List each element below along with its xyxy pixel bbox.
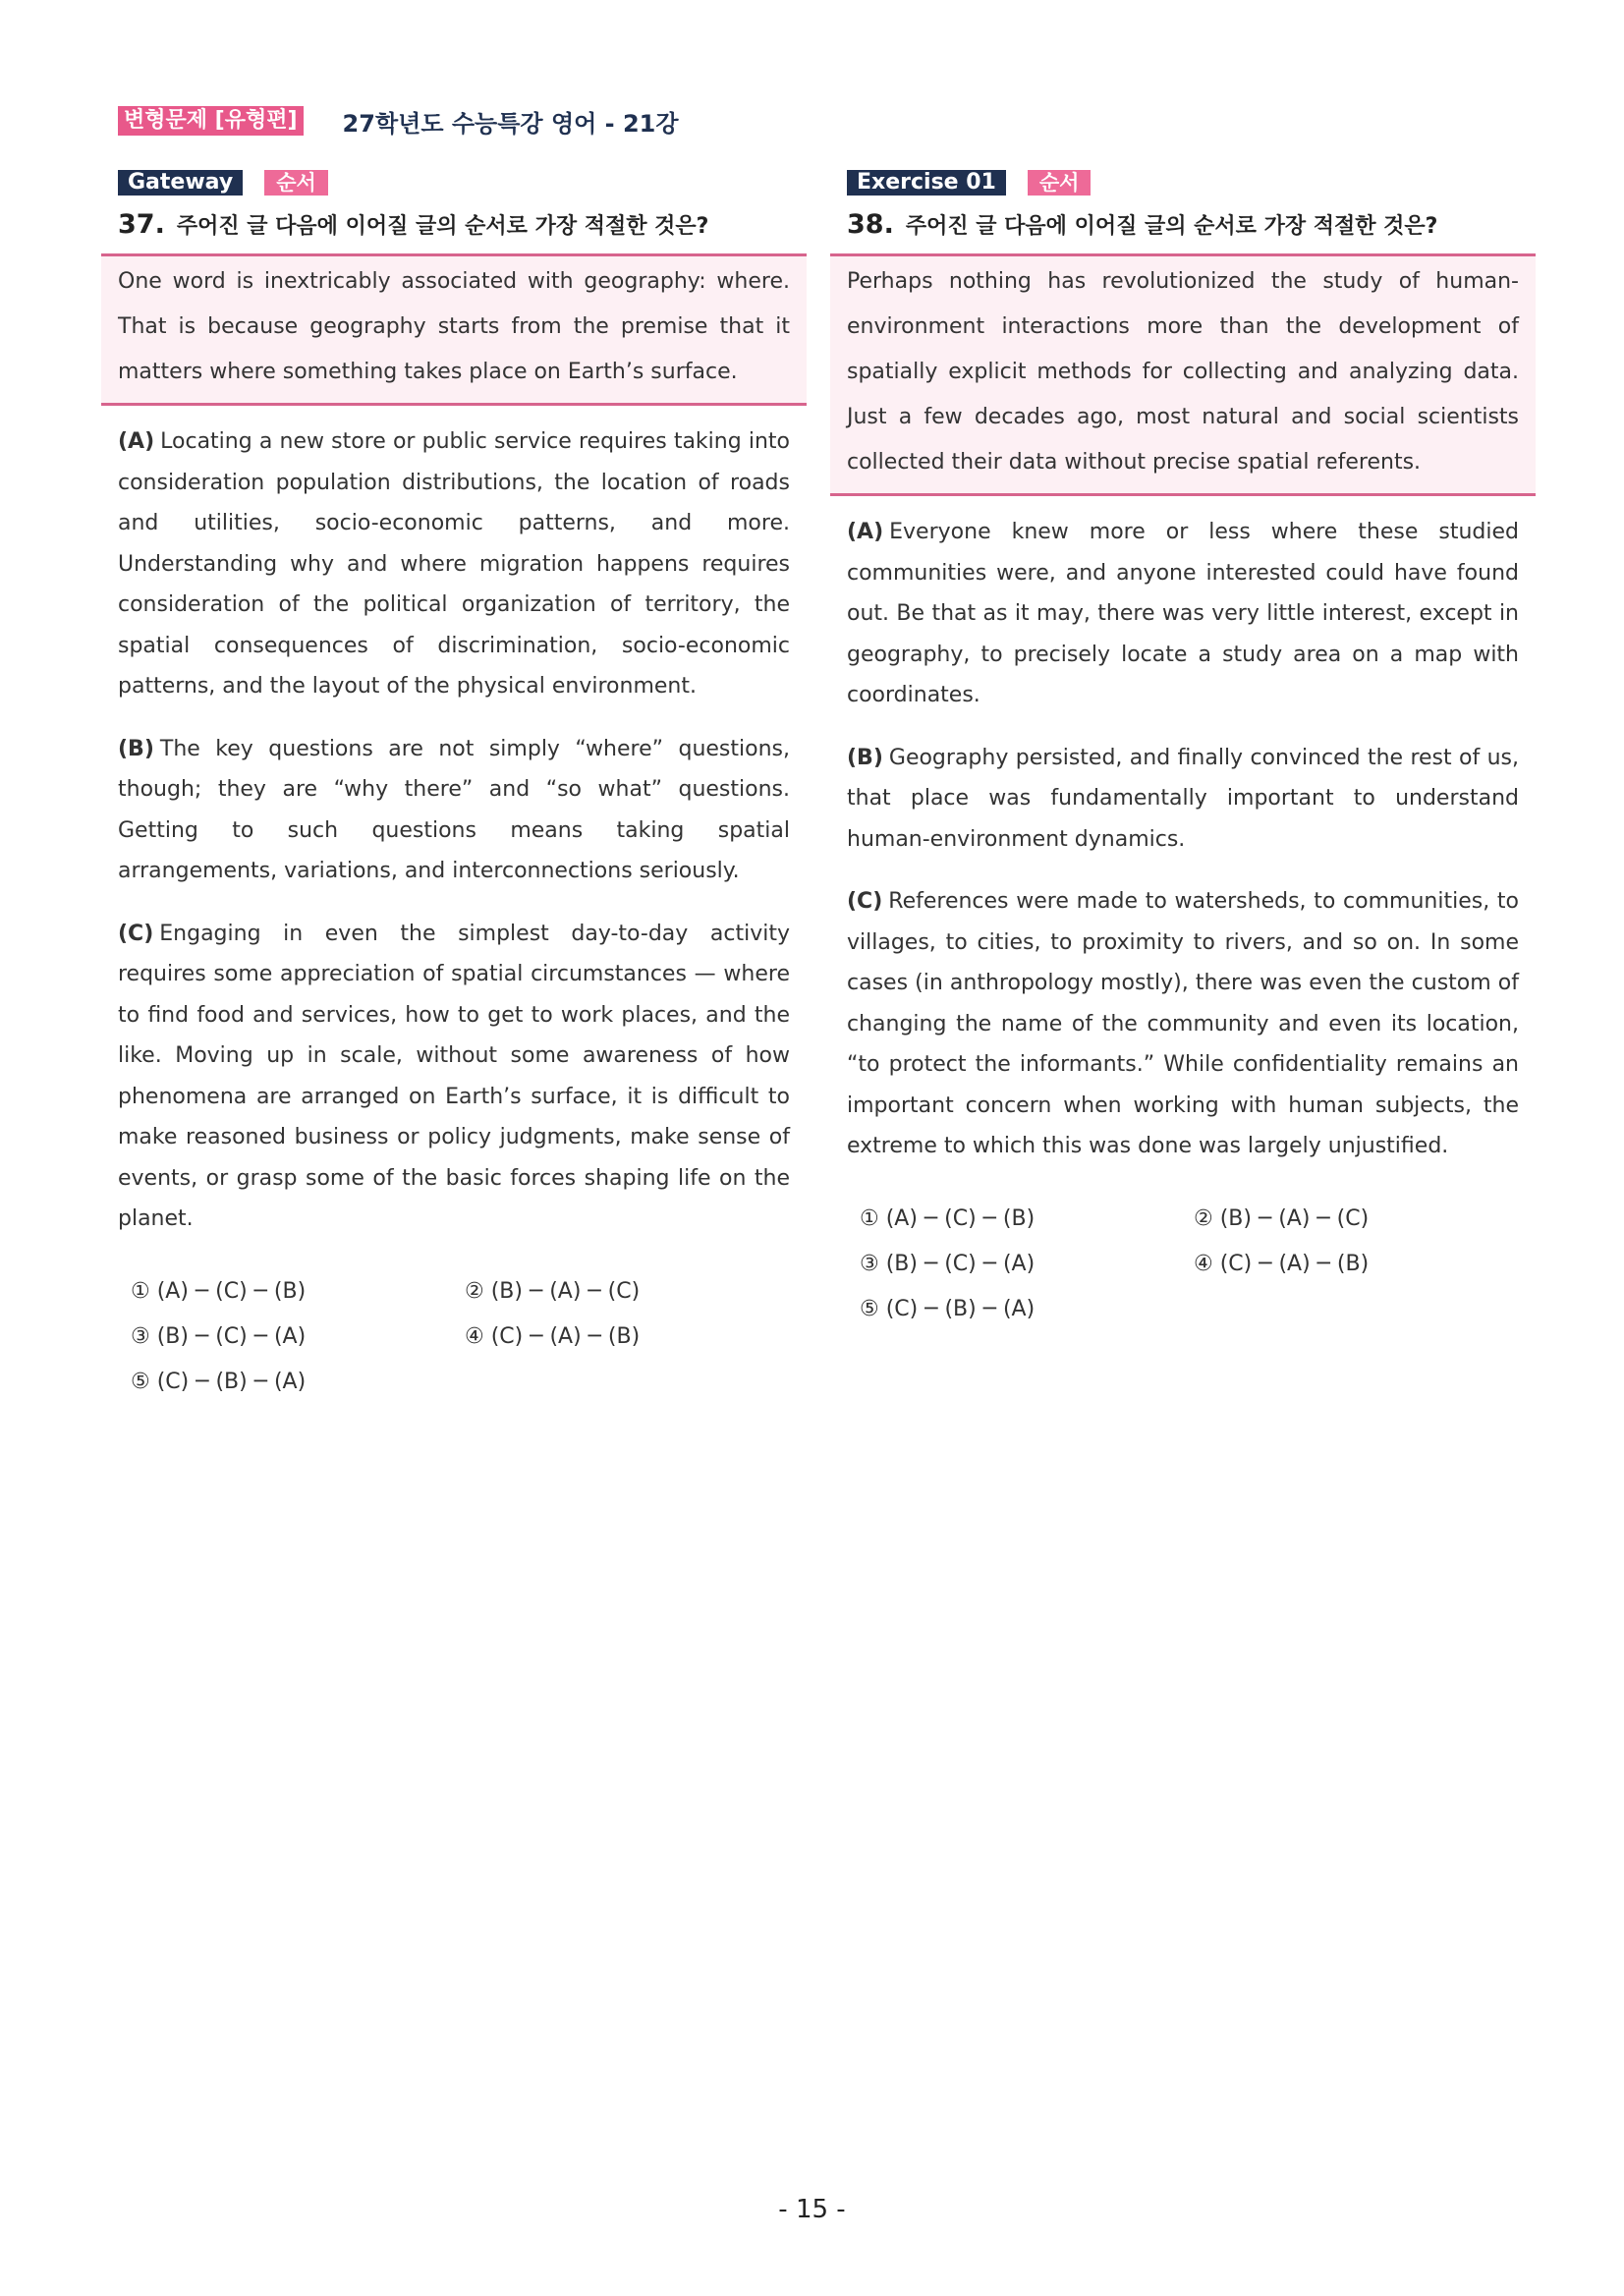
page-header (118, 106, 679, 136)
answer-choices (101, 1269, 807, 1405)
given-passage-box (830, 253, 1536, 496)
paragraph-mark: (A) (847, 520, 884, 544)
paragraph-mark: (B) (847, 745, 883, 770)
choice-3[interactable]: ③ (B) ─ (C) ─ (A) (131, 1323, 307, 1349)
question-labels (830, 169, 1536, 196)
paragraph-a (830, 512, 1536, 716)
paragraph-b (830, 738, 1536, 861)
choice-5[interactable]: ⑤ (C) ─ (B) ─ (A) (131, 1369, 307, 1394)
section-label: Gateway (118, 170, 243, 196)
question-37-column (101, 169, 807, 1405)
given-passage: One word is inextricably associated with geography: where. That is because geography starts from the premise that it matters where something takes place on Earth’s surface. (118, 269, 790, 384)
question-type-badge: 순서 (264, 170, 328, 196)
answer-choices (830, 1197, 1536, 1332)
question-number: 37. (118, 209, 165, 240)
paragraph-mark: (A) (118, 429, 155, 454)
header-title: 27학년도 수능특강 영어 - 21강 (342, 109, 679, 138)
paragraph-a (101, 421, 807, 707)
given-passage: Perhaps nothing has revolutionized the study of human-environment interactions more than the development of spatially explicit methods for collecting and analyzing data. Just a few decades ago, most natural and social scientists collected their data without precise spatial referents. (847, 269, 1519, 475)
question-text: 주어진 글 다음에 이어질 글의 순서로 가장 적절한 것은? (176, 214, 709, 239)
question-text: 주어진 글 다음에 이어질 글의 순서로 가장 적절한 것은? (905, 214, 1438, 239)
choice-4[interactable]: ④ (C) ─ (A) ─ (B) (465, 1323, 641, 1349)
question-38-column (830, 169, 1536, 1332)
paragraph-c (101, 914, 807, 1240)
choice-row (860, 1197, 1536, 1242)
paragraph-mark: (C) (847, 889, 883, 914)
question-labels (101, 169, 807, 196)
paragraph-text: Geography persisted, and finally convinced the rest of us, that place was fundamentally important to understand human-environment dynamics. (847, 745, 1519, 852)
paragraph-mark: (C) (118, 921, 154, 946)
choice-3[interactable]: ③ (B) ─ (C) ─ (A) (860, 1251, 1036, 1276)
header-tag: 변형문제 [유형편] (118, 106, 304, 136)
paragraph-text: References were made to watersheds, to communities, to villages, to cities, to proximity to rivers, and so on. In some cases (in anthropology mostly), there was even the custom of changing the name of the community and even its location, “to protect the informants.” While confidentiality remains an important concern when working with human subjects, the extreme to which this was done was largely unjustified. (847, 889, 1519, 1158)
given-passage-box (101, 253, 807, 406)
choice-row (860, 1287, 1536, 1332)
paragraph-text: Everyone knew more or less where these studied communities were, and anyone interested could have found out. Be that as it may, there was very little interest, except in geography, to precisely locate a study area on a map with coordinates. (847, 520, 1519, 707)
paragraph-b (101, 729, 807, 892)
choice-row (131, 1360, 807, 1405)
page-number: - 15 - (778, 2195, 846, 2224)
paragraph-text: Engaging in even the simplest day-to-day activity requires some appreciation of spatial circumstances — where to find food and services, how to get to work places, and the like. Moving up in scale, without some awareness of how phenomena are arranged on Earth’s surface, it is difficult to make reasoned business or policy judgments, make sense of events, or grasp some of the basic forces shaping life on the planet. (118, 921, 790, 1231)
choice-4[interactable]: ④ (C) ─ (A) ─ (B) (1194, 1251, 1370, 1276)
paragraph-c (830, 881, 1536, 1167)
question-type-badge: 순서 (1028, 170, 1092, 196)
section-label: Exercise 01 (847, 170, 1006, 196)
question-prompt (830, 208, 1536, 242)
paragraph-mark: (B) (118, 736, 154, 761)
choice-5[interactable]: ⑤ (C) ─ (B) ─ (A) (860, 1296, 1036, 1321)
choice-row (860, 1242, 1536, 1287)
choice-2[interactable]: ② (B) ─ (A) ─ (C) (1194, 1205, 1370, 1231)
choice-row (131, 1269, 807, 1315)
choice-2[interactable]: ② (B) ─ (A) ─ (C) (465, 1278, 641, 1304)
paragraph-text: Locating a new store or public service requires taking into consideration population distributions, the location of roads and utilities, socio-economic patterns, and more. Understanding why and where migration happens requires consideration of the political organization of territory, the spatial consequences of discrimination, socio-economic patterns, and the layout of the physical environment. (118, 429, 790, 699)
choice-1[interactable]: ① (A) ─ (C) ─ (B) (860, 1205, 1036, 1231)
choice-row (131, 1315, 807, 1360)
choice-1[interactable]: ① (A) ─ (C) ─ (B) (131, 1278, 307, 1304)
question-number: 38. (847, 209, 894, 240)
question-prompt (101, 208, 807, 242)
paragraph-text: The key questions are not simply “where” questions, though; they are “why there” and “so what” questions. Getting to such questions means taking spatial arrangements, variations, and interconnections seriously. (118, 736, 790, 883)
